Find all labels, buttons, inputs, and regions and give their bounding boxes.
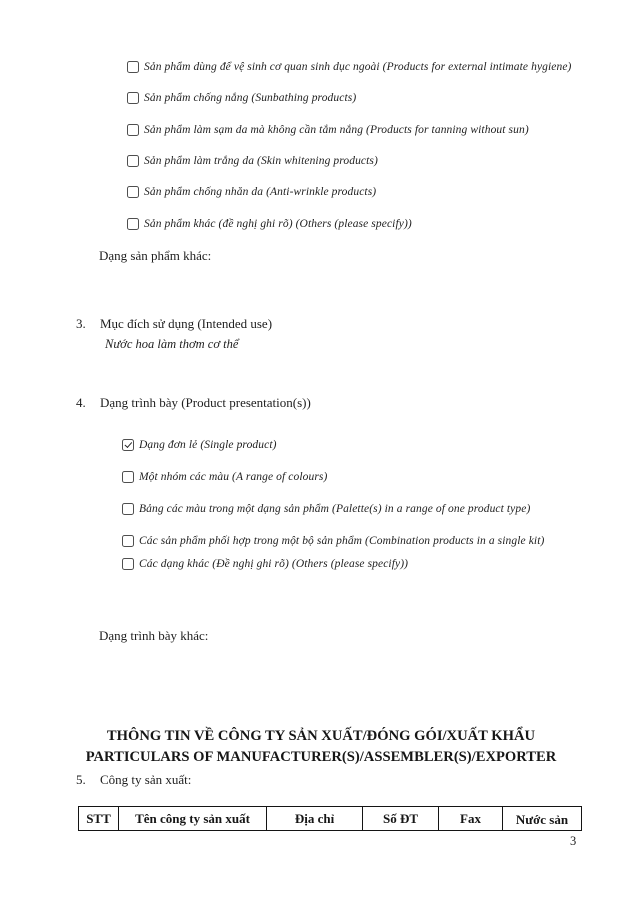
table-header-row [79, 807, 582, 831]
table-header-cell: Tên công ty sản xuất [119, 807, 267, 831]
section-3-heading [76, 316, 272, 332]
checkbox[interactable] [127, 124, 139, 136]
section-number: 4. [76, 395, 86, 410]
page-number: 3 [570, 834, 577, 848]
table-header-cell: Fax [439, 807, 503, 831]
checkbox-item [127, 61, 571, 74]
checkbox-item [127, 92, 356, 105]
other-presentation-label: Dạng trình bày khác: [99, 628, 209, 643]
checkbox-item [127, 155, 378, 168]
checkbox-label: Một nhóm các màu (A range of colours) [139, 471, 328, 483]
checkbox-label: Dạng đơn lẻ (Single product) [139, 439, 277, 451]
checkbox[interactable] [127, 92, 139, 104]
section-title: Mục đích sử dụng (Intended use) [100, 316, 273, 331]
checkbox[interactable] [122, 535, 134, 547]
section-number: 3. [76, 316, 86, 331]
section-number: 5. [76, 772, 86, 787]
checkbox-item [122, 471, 327, 484]
manufacturer-title-line2: PARTICULARS OF MANUFACTURER(S)/ASSEMBLER(S)/EXPORTER [85, 748, 557, 765]
checkbox[interactable] [122, 471, 134, 483]
checkbox[interactable] [127, 155, 139, 167]
checkbox-item [122, 558, 408, 571]
checkbox-label: Sản phẩm dùng để vệ sinh cơ quan sinh dục ngoài (Products for external intimate hygiene) [144, 61, 572, 73]
checkbox[interactable] [127, 218, 139, 230]
checkbox-label: Các sản phẩm phối hợp trong một bộ sản phẩm (Combination products in a single kit) [139, 535, 545, 547]
checkbox-label: Bảng các màu trong một dạng sản phẩm (Palette(s) in a range of one product type) [139, 503, 531, 515]
table-header-cell: Số ĐT [363, 807, 439, 831]
table-header-cell: Địa chỉ [267, 807, 363, 831]
checkbox-label: Sản phẩm chống nắng (Sunbathing products) [144, 92, 357, 104]
checkbox-label: Sản phẩm chống nhăn da (Anti-wrinkle products) [144, 186, 377, 198]
section-title: Dạng trình bày (Product presentation(s)) [100, 395, 311, 410]
checkbox-item [122, 535, 544, 548]
checkbox-item [127, 124, 529, 137]
check-icon [124, 440, 132, 448]
manufacturer-title-line1: THÔNG TIN VỀ CÔNG TY SẢN XUẤT/ĐÓNG GÓI/XUẤT KHẨU [106, 728, 536, 744]
checkbox-label: Sản phẩm làm sạm da mà không cần tắm nắng (Products for tanning without sun) [144, 124, 529, 136]
checkbox[interactable] [127, 186, 139, 198]
checkbox-label: Các dạng khác (Đề nghị ghi rõ) (Others (please specify)) [139, 558, 409, 570]
checkbox-label: Sản phẩm khác (đề nghị ghi rõ) (Others (please specify)) [144, 218, 412, 230]
checkbox-item [122, 503, 530, 516]
checkbox[interactable] [122, 503, 134, 515]
section-title: Công ty sản xuất: [100, 772, 192, 787]
checkbox[interactable] [122, 558, 134, 570]
manufacturer-section-title [74, 726, 568, 767]
section-5-heading [76, 772, 191, 788]
table-header-cell: STT [79, 807, 119, 831]
manufacturer-table [78, 806, 582, 831]
checkbox-item [122, 439, 277, 452]
checkbox-item [127, 186, 376, 199]
checkbox-label: Sản phẩm làm trắng da (Skin whitening products) [144, 155, 378, 167]
section-4-heading [76, 395, 311, 411]
checkbox[interactable] [127, 61, 139, 73]
checkbox-checked[interactable] [122, 439, 134, 451]
checkbox-item [127, 218, 412, 231]
table-header-cell: Nước sản [503, 807, 582, 831]
other-product-type-label: Dạng sản phẩm khác: [99, 248, 212, 263]
intended-use-answer: Nước hoa làm thơm cơ thể [105, 337, 239, 351]
